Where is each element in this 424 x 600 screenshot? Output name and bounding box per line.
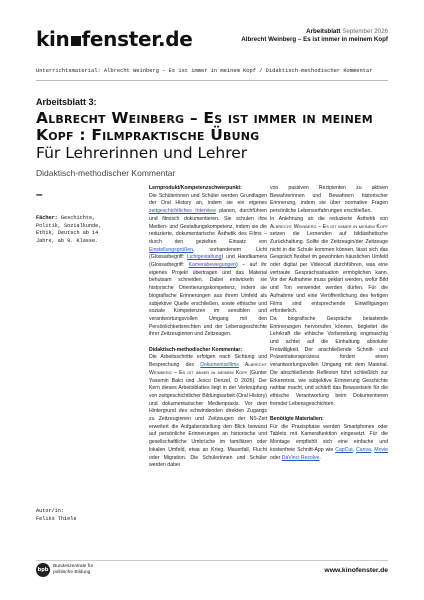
bpb-line-1: Bundeszentrale für (53, 564, 94, 570)
text-run: (Gunter Yasemin Balci und Jesco Denzel, D 2026). Der Kern dieses Arbeitsblattes liegt in der Verknüpfung von zeitgeschichtlicher Bildungsarbeit (Oral History) und dokumentarischer Medienpraxis. Vor dem Hintergrund des schwindenden direkten Zugangs zu Zeitzeuginnen und Zeitzeugen der NS-Zeit erweitert die Aufgabenstellung den Blick bewusst auf persönliche Erinnerungen an historische und gesellschaftliche Umbrüche im familiären oder lokalen Umfeld, etwa an Krieg, Mauerfall, Flucht oder Migration. Die Schülerinnen und Schüler werden dabei (149, 369, 267, 469)
sheet-date: September 2026 (342, 28, 388, 35)
sheet-label: Arbeitsblatt (306, 28, 341, 35)
section-heading-commentary: Didaktisch-methodischer Kommentar: (149, 346, 243, 353)
text-column-2 (270, 185, 388, 462)
footer-url[interactable]: www.kinofenster.de (324, 567, 388, 574)
sidebar (36, 185, 118, 245)
text-column-1 (149, 185, 267, 470)
subjects-label: Fächer: (36, 215, 58, 221)
header-film-title: Albrecht Weinberg – Es ist immer in meinem Kopf (241, 36, 388, 43)
link-davinci-resolve[interactable]: DaVinci Resolve (281, 454, 320, 461)
film-title-inline: Albrecht Weinberg – Es ist immer in meinem Kopf (149, 362, 267, 376)
text-run: Für die Praxisphase werden Smartphones oder Tablets mit Kamerafunktion eingesetzt. Für die Montage empfiehlt sich eine einfache und kostenfreie Schnitt-App wie (270, 423, 388, 453)
link-canva[interactable]: Canva (356, 446, 371, 453)
section-heading-learning-product: Lernprodukt/Kompetenzschwerpunkt: (149, 185, 242, 191)
page-title-line1: Albrecht Weinberg – Es ist immer in meinem (36, 109, 373, 127)
footer-divider (36, 560, 388, 561)
text-run: oder (270, 454, 281, 461)
link-lichtgestaltung[interactable]: Lichtgestaltung (186, 254, 222, 261)
text-run: Die Arbeitsschritte erfolgen nach Sichtung und Besprechung des (149, 354, 267, 369)
link-movie[interactable]: Movie (374, 446, 389, 453)
link-capcut[interactable]: CapCut (335, 446, 353, 453)
link-kamerabewegungen[interactable]: Kamerabewegungen (188, 262, 237, 269)
text-run: , (352, 446, 357, 453)
text-run: , (370, 446, 375, 453)
film-title-inline: Albrecht Weinberg – Es ist immer in meinem Kopf (270, 223, 388, 230)
text-run: Die Schülerinnen und Schüler werden Grundlagen der Oral History an, indem sie ein eigenes (149, 192, 267, 207)
subjects-value: Geschichte, Politik, Sozialkunde, Ethik, Deutsch ab 14 Jahre, ab 9. Klasse. (36, 215, 102, 244)
author-name: Feliks Thiele (36, 515, 77, 522)
link-dokumentarfilm[interactable]: Dokumentarfilms (200, 362, 239, 369)
section-heading-materials: Benötigte Materialien: (270, 416, 324, 423)
logo-square-icon (71, 36, 81, 46)
breadcrumb: Unterrichtsmaterial: Albrecht Weinberg – Es ist immer in meinem Kopf / Didaktisch-methodischer Kommentar (36, 68, 388, 81)
logo-text-right: fenster.de (81, 27, 193, 51)
text-run: planen, durchführen und filmisch dokumentieren. Sie schulen ihre Medien- und Gestaltungskompetenz, indem sie die reduzierte, dokumentarische Ästhetik des Films – durch den gezielten Einsatz von (149, 208, 267, 245)
link-einstellungsgroessen[interactable]: Einstellungsgrößen (149, 246, 194, 253)
bpb-logo[interactable] (36, 563, 93, 577)
paragraph-commentary (149, 354, 267, 470)
text-run: In Anlehnung an die reduzierte Ästhetik von (270, 215, 388, 222)
page-subtitle: Für Lehrerinnen und Lehrer (36, 144, 248, 162)
bpb-name (53, 564, 93, 575)
text-run: setzen die Lernenden auf bildästhetische Zurückhaltung. Sollte die Zeitzeugin/der Zeitzeuge nicht in die Schule kommen können, lässt sich das Gespräch flexibel im gewohnten häuslichen Umfeld oder digital per Videocall durchführen, was eine vertraute Gesprächssituation ermöglichen kann. Vor der Aufnahme muss geklärt werden, wofür Bild und Ton verwendet werden dürfen. Für die Aufnahme und eine Veröffentlichung des fertigen Films sind entsprechende Einwilligungen erforderlich. (270, 231, 388, 315)
kinofenster-logo[interactable] (36, 27, 193, 51)
title-block (36, 97, 396, 178)
paragraph-materials (270, 424, 388, 463)
sidebar-dash: – (36, 187, 43, 201)
link-interview[interactable]: zeitgeschichtliches Interview (149, 208, 216, 215)
paragraph-aesthetics (270, 216, 388, 316)
author-meta (36, 508, 76, 523)
bpb-line-2: politische Bildung (53, 570, 91, 575)
paragraph-continued: von passiven Rezipienten zu aktiven Bewahrerinnen und Bewahrern historischer Erinnerung, indem sie über normative Fragen persönliche Lebenserfahrungen erschließen. (270, 185, 388, 215)
document-kind: Didaktisch-methodischer Kommentar (36, 168, 176, 178)
text-run: . (319, 454, 321, 461)
header-info (241, 28, 388, 44)
author-label: Autor/in: (36, 508, 65, 514)
page-title-line2: Kopf : Filmpraktische Übung (36, 126, 260, 144)
paragraph-learning-product (149, 193, 267, 339)
subjects-meta (36, 215, 118, 245)
paragraph-ethics: Da biografische Gespräche belastende Erinnerungen hervorrufen können, begleitet die Lehrkraft die ethische Vorbereitung engmaschig und achtet auf die Einhaltung absoluter Freiwilligkeit. Der anschließende Schnitt- und Präsentationsprozess fordert einen verantwortungsvollen Umgang mit dem Material. Die abschließende Reflexion führt schließlich zur Erkenntnis, wie subjektive Erinnerung Geschichte nahbar macht, und schärft das Bewusstsein für die ethische Verantwortung beim Dokumentieren fremder Lebensgeschichten. (270, 315, 388, 407)
sheet-number: Arbeitsblatt 3: (36, 97, 97, 107)
bpb-circle-icon: bpb (36, 563, 50, 577)
text-run: , vorhandenem Licht (Glossarbegriff: (149, 246, 267, 261)
logo-text-left: kin (36, 27, 70, 51)
text-run: ) und Handkamera (Glossarbegriff: (149, 254, 268, 269)
text-run: ) – auf ihr eigenes Projekt übertragen und das Material behutsam schneiden. Dabei entwickeln sie historische Orientierungskompetenz, indem sie biografische Erinnerungen aus ihrem Umfeld als subjektive Quelle erschließen, sowie ethische und soziale Kompetenzen im sensiblen und verantwortungsvollen Umgang mit den Persönlichkeitsrechten und der Lebensgeschichte ihrer Zeitzeuginnen und Zeitzeugen. (149, 262, 267, 338)
